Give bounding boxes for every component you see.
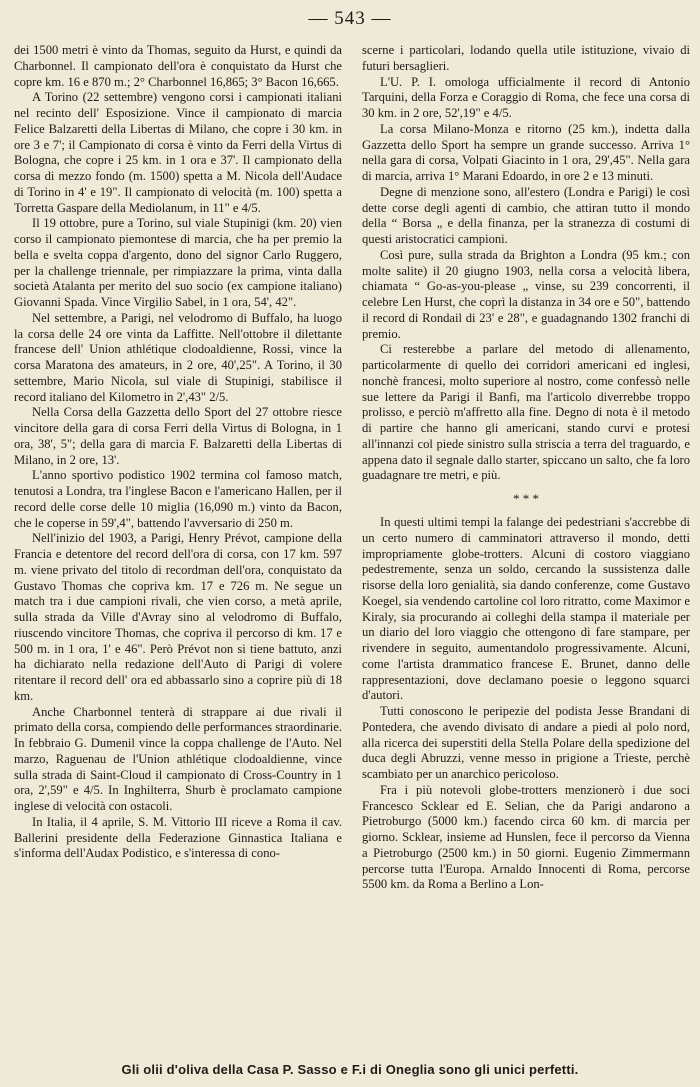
paragraph: scerne i particolari, lodando quella utile istituzione, vivaio di futuri bersaglieri. — [362, 43, 690, 73]
right-column-top — [362, 43, 690, 484]
paragraph: La corsa Milano-Monza e ritorno (25 km.), indetta dalla Gazzetta dello Sport ha sempre un grande successo. Arriva 1° nella gara di corsa, Volpati Giacinto in 1 ora, 29',45". Nella gara di marcia, arriva 1° Marani Edoardo, in ore 2 e 13 minuti. — [362, 121, 690, 183]
paragraph: Nell'inizio del 1903, a Parigi, Henry Prévot, campione della Francia e detentore del record dell'ora di corsa, con 17 km. 597 m. viene privato del titolo di recordman dell'ora, conquistato da Gustavo Thomas che copriva km. 17 e 726 m. Ne segue un match tra i due campioni rivali, che vien corso, a metà aprile, sulla strada da Ville d'Avray sino al velodromo di Buffalo, riuscendo vincitore Thomas, che copriva il percorso di km. 17 e 500 m. in 1 ora, 1' e 46". Però Prévot non si tiene battuto, anzi ha dichiarato nella redazione dell'Auto di Parigi di volere ritentare il record dell' ora ed abbassarlo sino a coprire più di 18 km. — [14, 531, 342, 703]
paragraph: Fra i più notevoli globe-trotters menzionerò i due soci Francesco Scklear ed E. Selian, che da Parigi andarono a Pietroburgo (5000 km.) facendo circa 60 km. di marcia per giorno. Scklear, insieme ad Hunslen, fece il percorso da Vienna a Pietroburgo (2500 km.) in 50 giorni. Eugenio Zimmermann percorse tutta l'Europa. Arnaldo Innocenti di Roma, percorse 5500 km. da Roma a Berlino a Lon- — [362, 782, 690, 892]
paragraph: In questi ultimi tempi la falange dei pedestriani s'accrebbe di un certo numero di camminatori attraverso il mondo, detti impropriamente globe-trotters. Alcuni di costoro viaggiano pedestremente, senza un soldo, cercando la sussistenza dalle risorse della loro genialità, sia dando conferenze, come Gustavo Koegel, sia vendendo cartoline col loro ritratto, come Maximor e Kiraly, sia procurando ai colleghi della stampa il materiale per un diario del loro viaggio che ottengono di fare stampare, per rivendere in seguito, aumentandolo progressivamente. Alcuni, come l'artista drammatico francese E. Brunet, danno delle rappresentazioni, dove declamano poesie o leggono squarci d'autori. — [362, 515, 690, 703]
paragraph: A Torino (22 settembre) vengono corsi i campionati italiani nel recinto dell' Esposizione. Vince il campionato di marcia Felice Balzaretti della Libertas di Milano, che copre i 30 km. in ore 3 e 7'; il Campionato di corsa è vinto da Ferri della Virtus di Bologna, che copre i 25 km. in 1 ora e 37'. Il campionato della corsa di mezzo fondo (m. 1500) spetta a M. Nicola dell'Audace di Torino in 4' e 19". Il campionato di velocità (m. 100) spetta a Torretta Gaspare della Mediolanum, in 11" e 4/5. — [14, 90, 342, 215]
right-column-bottom — [362, 515, 690, 893]
paragraph: In Italia, il 4 aprile, S. M. Vittorio III riceve a Roma il cav. Ballerini presidente della Federazione Ginnastica Italiana e s'informa dell'Audax Podistico, e s'interessa di cono- — [14, 814, 342, 861]
paragraph: Ci resterebbe a parlare del metodo di allenamento, particolarmente di quello dei corridori americani ed inglesi, nonchè francesi, molto superiore al nostro, come confessò nelle sue lettere da Parigi il Banfi, ma l'articolo diverrebbe troppo prolisso, e perciò m'affretto alla fine. Degno di nota è il metodo di partire che hanno gli americani, stando curvi e protesi all'innanzi col piede sinistro sulla striscia a terra del traguardo, e appena dato il segnale dallo starter, spiccano un salto, che fa loro guadagnare tre metri, e più. — [362, 342, 690, 483]
advertisement-footer: Gli olii d'oliva della Casa P. Sasso e F.i di Oneglia sono gli unici perfetti. — [121, 1062, 579, 1077]
paragraph: Il 19 ottobre, pure a Torino, sul viale Stupinigi (km. 20) vien corso il campionato piemontese di marcia, che ha per premio la bella e svelta coppa d'argento, dono del signor Carlo Ruggero, per la challenge triennale, per rimpiazzare la prima, vinta dalla società Atalanta per merito del suo socio (ex campione italiano) Giovanni Spada. Vince Virgilio Sabel, in 1 ora, 54', 42". — [14, 216, 342, 309]
text-columns — [14, 43, 690, 1043]
right-column — [362, 43, 690, 1043]
paragraph: dei 1500 metri è vinto da Thomas, seguito da Hurst, e quindi da Charbonnel. Il campionato dell'ora è conquistato da Hurst che copre km. 16 e 870 m.; 2° Charbonnel 16,865; 3° Bacon 16,665. — [14, 43, 342, 89]
paragraph: Nella Corsa della Gazzetta dello Sport del 27 ottobre riesce vincitore della gara di corsa Ferri della Virtus di Bologna, in 1 ora, 38', 5"; della gara di marcia F. Balzaretti della Libertas di Milano, in 2 ore, 13'. — [14, 405, 342, 467]
page-number: — 543 — — [308, 8, 392, 29]
paragraph: Tutti conoscono le peripezie del podista Jesse Brandani di Pontedera, che avendo divisato di andare a piedi al polo nord, alla ricerca dei superstiti della Stella Polare della spedizione del duca degli Abruzzi, venne messo in prigione a Trieste, perchè scambiato per un anarchico pericoloso. — [362, 704, 690, 781]
paragraph: Così pure, sulla strada da Brighton a Londra (95 km.; con molte salite) il 20 giugno 1903, nella corsa a velocità libera, chiamata “ Go-as-you-please „ vinse, su 239 concorrenti, il celebre Len Hurst, che coprì la distanza in 34 ore e 50", battendo il record di Rondail di 23' e 28", e guadagnando 1302 franchi di premio. — [362, 247, 690, 341]
paragraph: Nel settembre, a Parigi, nel velodromo di Buffalo, ha luogo la corsa delle 24 ore vinta da Laffitte. Nell'ottobre il dilettante francese dell' Union athlétique clodoaldienne, Rossi, vince la corsa Maratona des amateurs, in 2 ore, 40',25". A Torino, il 30 settembre, Mario Nicola, sul viale di Stupinigi, stabilisce il record italiano del Kilometro in 2',43" 2/5. — [14, 310, 342, 404]
paragraph: L'U. P. I. omologa ufficialmente il record di Antonio Tarquini, della Forza e Coraggio di Roma, che fece una corsa di 30 km. in 2 ore, 52',19" e 4/5. — [362, 74, 690, 120]
paragraph: L'anno sportivo podistico 1902 termina col famoso match, tenutosi a Londra, tra l'inglese Bacon e l'americano Hallen, per il record delle corse delle 10 miglia (16,090 m.) vinto da Bacon, che le coperse in 59',4", battendo l'avversario di 250 m. — [14, 468, 342, 530]
paragraph: Degne di menzione sono, all'estero (Londra e Parigi) le così dette corse degli agenti di cambio, che attiran tutto il mondo della “ Borsa „ e della finanza, per la stranezza di costumi di questi aristocratici campioni. — [362, 184, 690, 246]
left-column — [14, 43, 342, 1043]
paragraph: Anche Charbonnel tenterà di strappare ai due rivali il primato della corsa, compiendo delle performances straordinarie. In febbraio G. Dumenil vince la coppa challenge de l'Auto. Nel marzo, Raguenau de l'Union athlétique clodoaldienne, vince sulla strada di Saint-Cloud il campionato di Cross-Country in 1 ora, 2',59" e 4/5. In Inghilterra, Shurb è proclamato campione inglese di velocità con ostacoli. — [14, 704, 342, 813]
section-separator: * * * — [513, 491, 539, 506]
